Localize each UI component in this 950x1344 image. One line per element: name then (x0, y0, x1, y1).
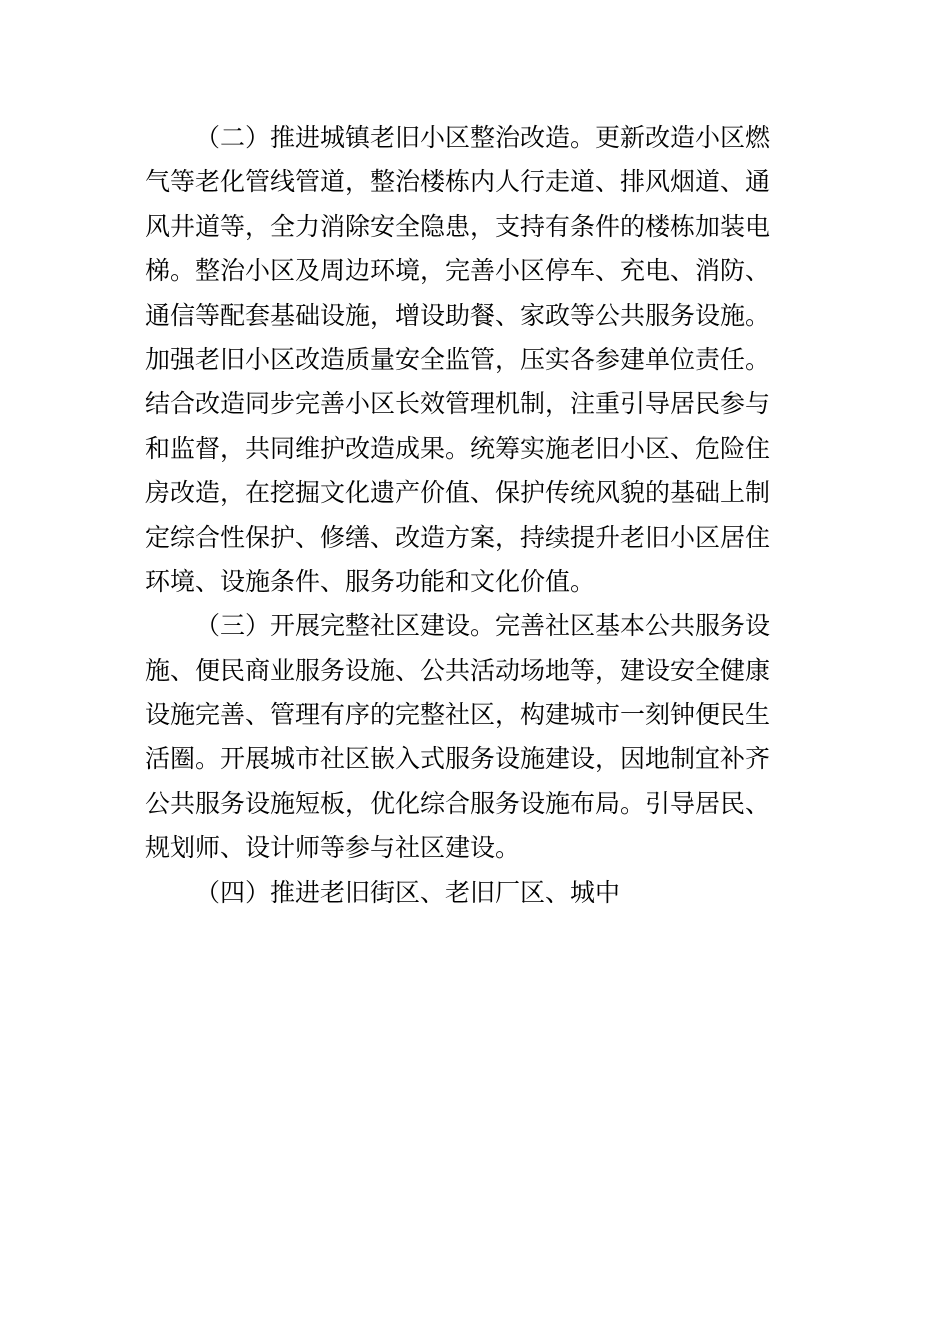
document-body (145, 116, 810, 915)
paragraph-2-line-4: 梯。整治小区及周边环境，完善小区停车、充电、消防、 (145, 256, 771, 286)
paragraph-2-line-8: 和监督，共同维护改造成果。统筹实施老旧小区、危险住 (145, 433, 771, 463)
paragraph-4-line-1: （四）推进老旧街区、老旧厂区、城中 (195, 877, 621, 907)
paragraph-2-line-5: 通信等配套基础设施，增设助餐、家政等公共服务设施。 (145, 300, 771, 330)
paragraph-3-line-2: 施、便民商业服务设施、公共活动场地等，建设安全健康 (145, 655, 771, 685)
paragraph-3-line-6: 规划师、设计师等参与社区建设。 (145, 833, 521, 863)
paragraph-3-line-1: （三）开展完整社区建设。完善社区基本公共服务设 (195, 611, 771, 641)
paragraph-2-line-11: 环境、设施条件、服务功能和文化价值。 (145, 566, 596, 596)
paragraph-2-line-1: （二）推进城镇老旧小区整治改造。更新改造小区燃 (195, 123, 771, 152)
paragraph-3-line-5: 公共服务设施短板，优化综合服务设施布局。引导居民、 (145, 788, 771, 818)
paragraph-2-line-6: 加强老旧小区改造质量安全监管，压实各参建单位责任。 (145, 344, 771, 374)
paragraph-2-line-2: 气等老化管线管道，整治楼栋内人行走道、排风烟道、通 (145, 167, 771, 197)
paragraph-2-line-9: 房改造，在挖掘文化遗产价值、保护传统风貌的基础上制 (145, 478, 771, 508)
paragraph-2-line-7: 结合改造同步完善小区长效管理机制，注重引导居民参与 (145, 389, 771, 419)
paragraph-3-line-3: 设施完善、管理有序的完整社区，构建城市一刻钟便民生 (145, 700, 771, 730)
paragraph-2-line-3: 风井道等，全力消除安全隐患，支持有条件的楼栋加装电 (145, 211, 771, 241)
paragraph-3-line-4: 活圈。开展城市社区嵌入式服务设施建设，因地制宜补齐 (145, 744, 771, 774)
paragraph-2-line-10: 定综合性保护、修缮、改造方案，持续提升老旧小区居住 (145, 522, 771, 552)
